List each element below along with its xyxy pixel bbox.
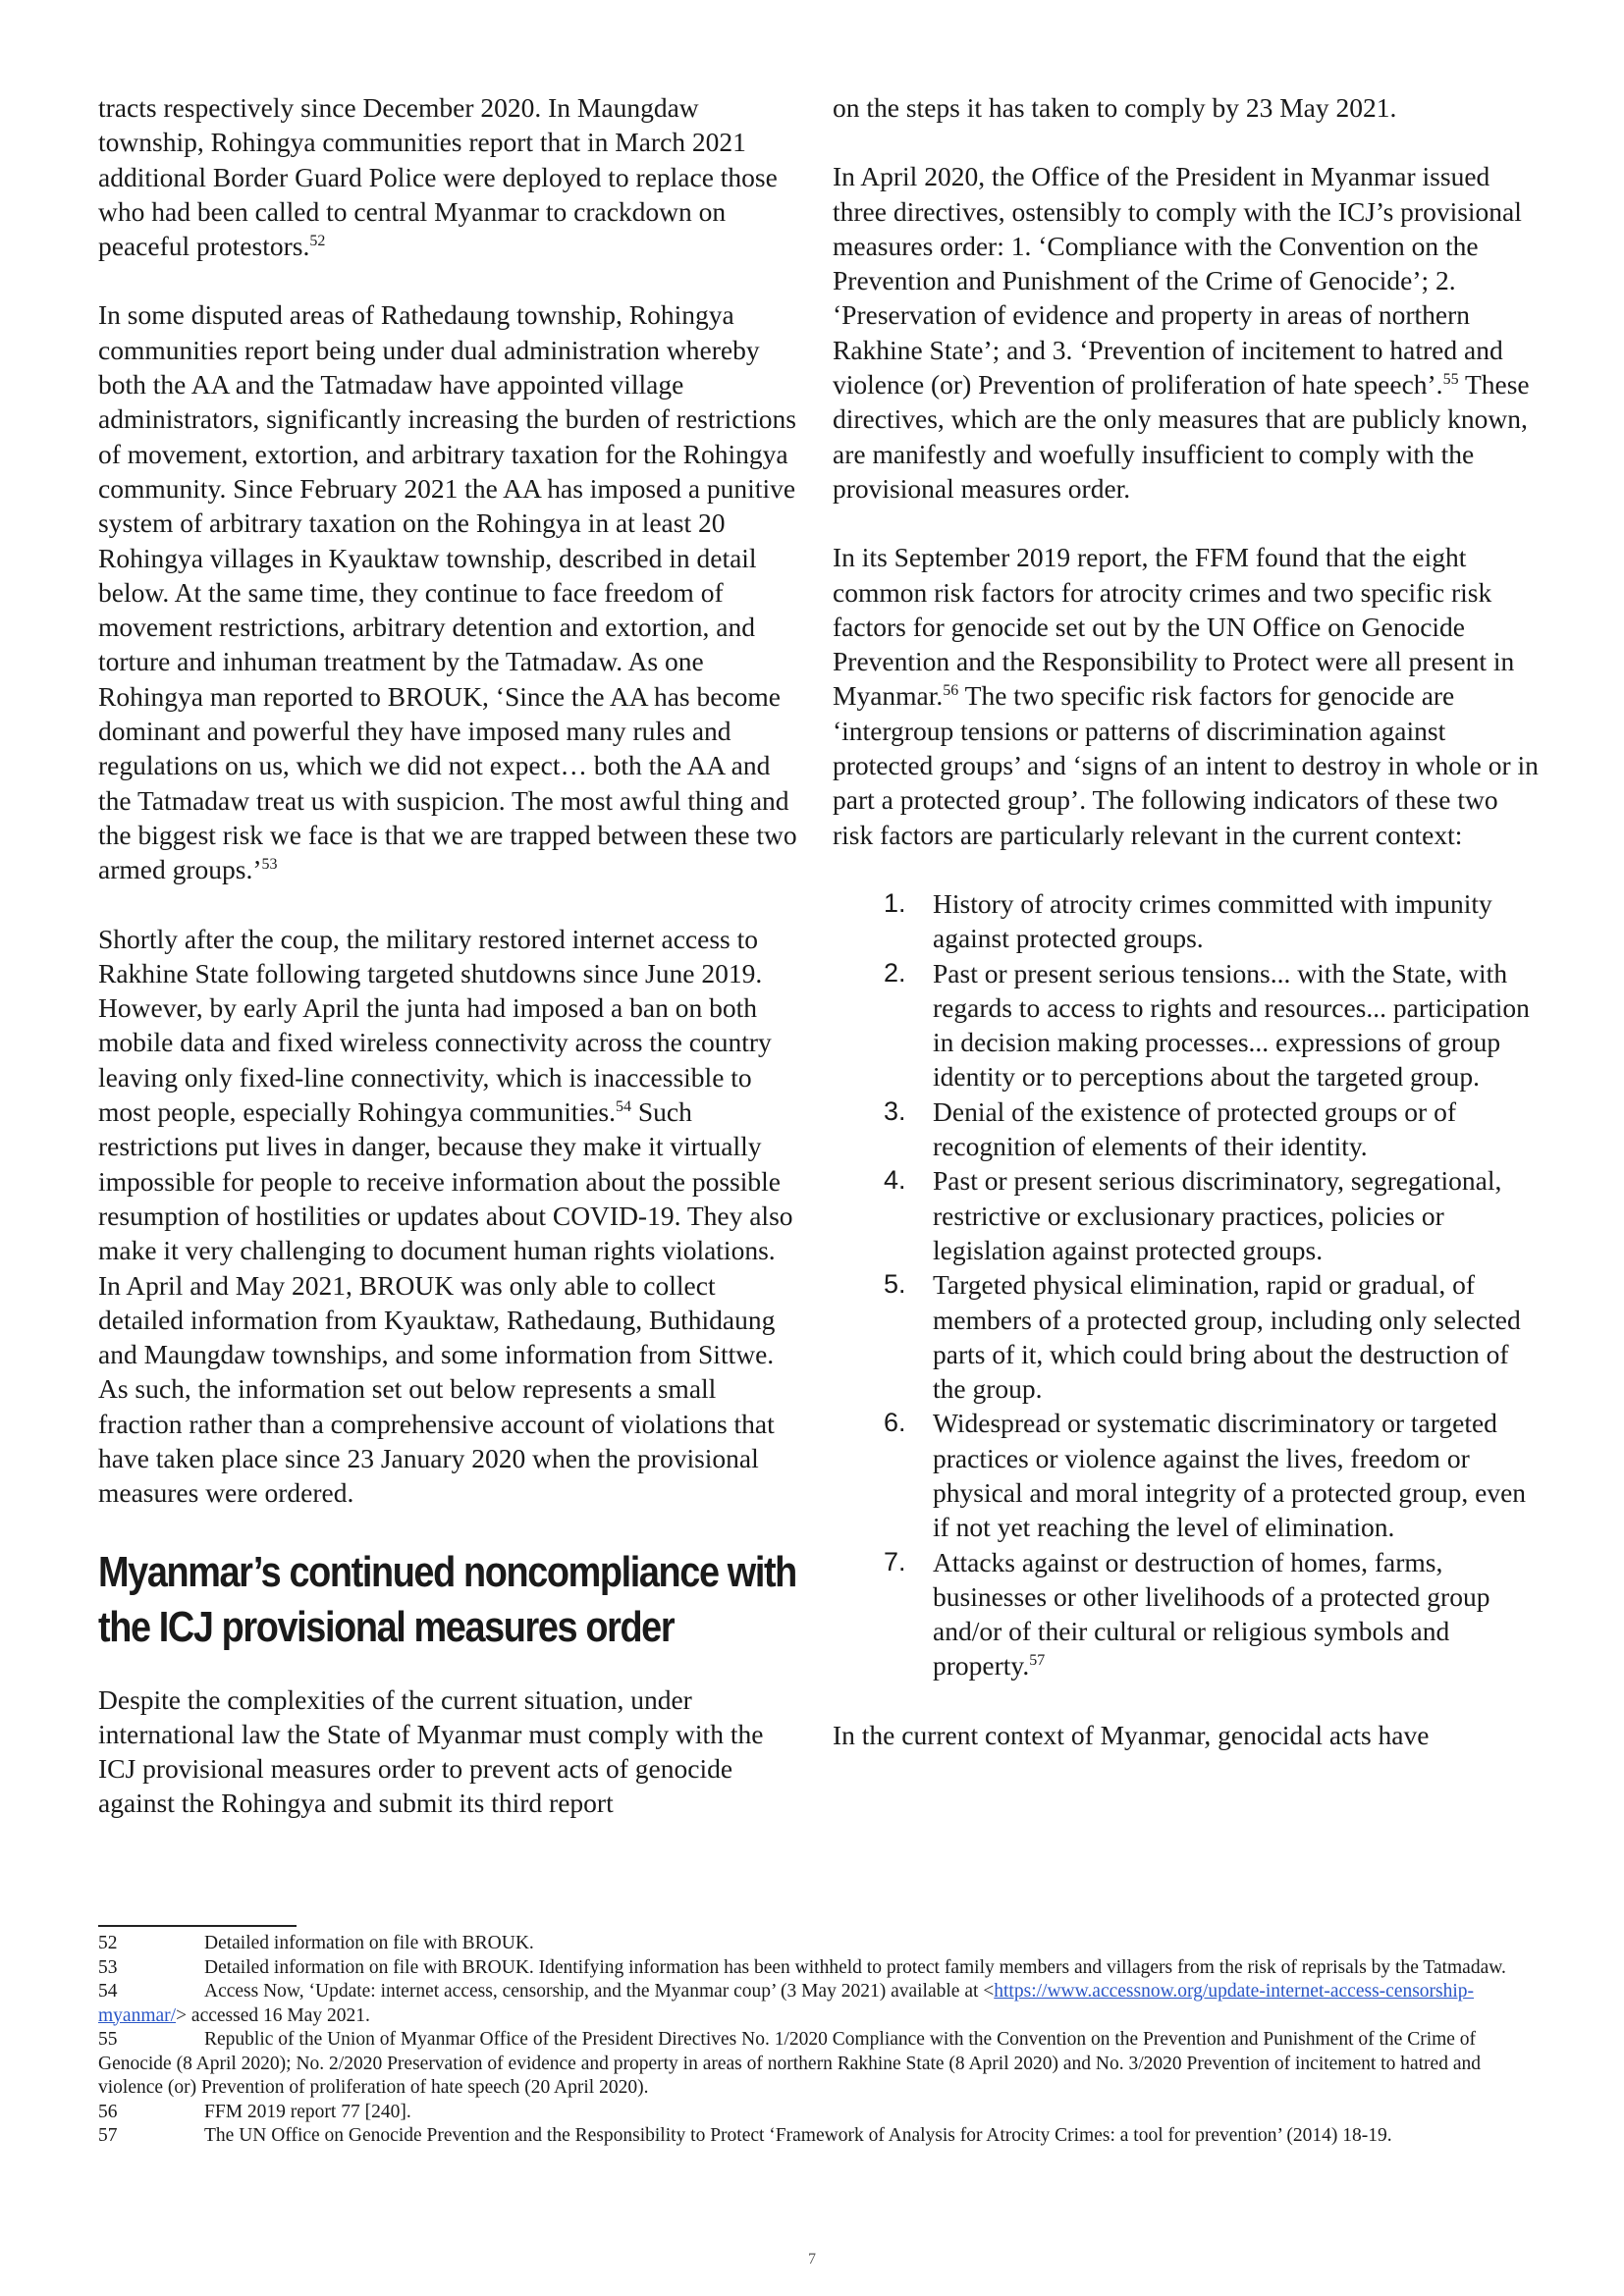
footnote-number: 54 <box>98 1981 118 2002</box>
list-item: History of atrocity crimes committed with impunity against protected groups. <box>933 887 1492 954</box>
paragraph: In some disputed areas of Rathedaung township, Rohingya communities report being under dual administration whereby both the AA and the Tatmadaw have appointed village administrators, significantly increasing the burden of restrictions of movement, extortion, and arbitrary taxation for the Rohingya community. Since February 2021 the AA has imposed a punitive system of arbitrary taxation on the Rohingya in at least 20 Rohingya villages in Kyauktaw township, described in detail below. At the same time, they continue to face freedom of movement restrictions, arbitrary detention and extortion, and torture and inhuman treatment by the Tatmadaw. As one Rohingya man reported to BROUK, ‘Since the AA has become dominant and powerful they have imposed many rules and regulations on us, which we did not expect… both the AA and the Tatmadaw treat us with suspicion. The most awful thing and the biggest risk we face is that we are trapped between these two armed groups.’$^{53}$ <box>98 299 797 885</box>
footnote-ref-56[interactable]: 56 <box>943 682 959 700</box>
right-column <box>833 90 1542 1787</box>
left-column <box>98 90 803 1855</box>
footnote-link[interactable]: https://www.accessnow.org/update-internet-access-censorship-myanmar/ <box>98 1981 1475 2026</box>
footnote-52 <box>98 1932 1536 1956</box>
footnote-number: 56 <box>98 2101 118 2122</box>
list-item: Denial of the existence of protected groups or of recognition of elements of their identity. <box>933 1095 1457 1162</box>
footnote-divider <box>98 1925 297 1927</box>
footnote-55 <box>98 2028 1536 2101</box>
footnote-ref-54[interactable]: 54 <box>616 1097 631 1115</box>
footnote-text: Republic of the Union of Myanmar Office of the President Directives No. 1/2020 Compliance with the Convention on the Prevention and Punishment of the Crime of Genocide (8 April 2020); No. 2/2020 Preservation of evidence and property in areas of northern Rakhine State (8 April 2020) and No. 3/2020 Prevention of incitement to hatred and violence (or) Prevention of proliferation of hate speech (20 April 2020). <box>98 2029 1481 2098</box>
list-item: Targeted physical elimination, rapid or gradual, of members of a protected group, including only selected parts of it, which could bring about the destruction of the group. <box>933 1269 1521 1405</box>
list-item: Past or present serious discriminatory, segregational, restrictive or exclusionary practices, policies or legislation against protected groups. <box>933 1165 1502 1265</box>
footnote-text: Access Now, ‘Update: internet access, censorship, and the Myanmar coup’ (3 May 2021) available at < <box>204 1981 995 2002</box>
footnote-ref-55[interactable]: 55 <box>1442 370 1459 388</box>
paragraph: In April 2020, the Office of the President in Myanmar issued three directives, ostensibly to comply with the ICJ’s provisional measures order: 1. ‘Compliance with the Convention on the Prevention and Punishment of the Crime of Genocide’; 2. ‘Preservation of evidence and property in areas of northern Rakhine State’; and 3. ‘Prevention of incitement to hatred and violence (or) Prevention of proliferation of hate speech’.$^{55}$ These directives, which are the only measures that are publicly known, are manifestly and woefully insufficient to comply with the provisional measures order. <box>833 161 1530 504</box>
footnote-text: Detailed information on file with BROUK. <box>204 1933 534 1953</box>
footnote-54: 54 Access Now, ‘Update: internet access, censorship, and the Myanmar coup’ (3 May 2021) available at <https://www.accessnow.org/update-internet-access-censorship-myanmar/> accessed 16 May 2021. <box>98 1981 1475 2026</box>
footnote-number: 52 <box>98 1933 118 1953</box>
section-heading: Myanmar’s continued noncompliance with the ICJ provisional measures order <box>98 1547 796 1651</box>
footnotes <box>98 1932 1536 2149</box>
footnote-ref-53[interactable]: 53 <box>261 856 278 874</box>
footnote-text: The UN Office on Genocide Prevention and the Responsibility to Protect ‘Framework of Analysis for Atrocity Crimes: a tool for prevention’ (2014) 18-19. <box>204 2125 1392 2146</box>
page-number: 7 <box>808 2251 816 2268</box>
list-item: Attacks against or destruction of homes, farms, businesses or other livelihoods of a protected group and/or of their cultural or religious symbols and property.$^{57}$ <box>933 1546 1490 1682</box>
footnote-53 <box>98 1956 1536 1981</box>
footnote-56 <box>98 2101 1536 2125</box>
paragraph: Despite the complexities of the current situation, under international law the State of Myanmar must comply with the ICJ provisional measures order to prevent acts of genocide against the Rohingya and submit its third report <box>98 1683 764 1819</box>
list-item: Past or present serious tensions... with the State, with regards to access to rights and resources... participation in decision making processes... expressions of group identity or to perceptions about the targeted group. <box>933 957 1530 1093</box>
paragraph: In the current context of Myanmar, genocidal acts have <box>833 1719 1430 1750</box>
footnote-number: 57 <box>98 2125 118 2146</box>
risk-indicator-list <box>833 886 1542 1683</box>
paragraph: In its September 2019 report, the FFM found that the eight common risk factors for atrocity crimes and two specific risk factors for genocide set out by the UN Office on Genocide Prevention and the Responsibility to Protect were all present in Myanmar.$^{56}$ The two specific risk factors for genocide are ‘intergroup tensions or patterns of discrimination against protected groups’ and ‘signs of an intent to destroy in whole or in part a protected group’. The following indicators of these two risk factors are particularly relevant in the current context: <box>833 542 1539 850</box>
paragraph: on the steps it has taken to comply by 23 May 2021. <box>833 92 1397 123</box>
paragraph: tracts respectively since December 2020. In Maungdaw township, Rohingya communities report that in March 2021 additional Border Guard Police were deployed to replace those who had been called to central Myanmar to crackdown on peaceful protestors.$^{52}$ <box>98 92 778 262</box>
footnote-ref-52[interactable]: 52 <box>309 233 326 250</box>
footnote-number: 55 <box>98 2029 118 2050</box>
footnote-57 <box>98 2124 1536 2149</box>
footnote-text: FFM 2019 report 77 [240]. <box>204 2101 411 2122</box>
footnote-ref-57[interactable]: 57 <box>1029 1652 1046 1670</box>
footnote-text: Detailed information on file with BROUK. Identifying information has been withheld to protect family members and villagers from the risk of reprisals by the Tatmadaw. <box>204 1956 1506 1978</box>
list-item: Widespread or systematic discriminatory or targeted practices or violence against the lives, freedom or physical and moral integrity of a protected group, even if not yet reaching the level of elimination. <box>933 1408 1527 1543</box>
footnote-number: 53 <box>98 1956 118 1978</box>
paragraph: Shortly after the coup, the military restored internet access to Rakhine State following targeted shutdowns since June 2019. However, by early April the junta had imposed a ban on both mobile data and fixed wireless connectivity across the country leaving only fixed-line connectivity, which is inaccessible to most people, especially Rohingya communities.$^{54}$ Such restrictions put lives in danger, because they make it virtually impossible for people to receive information about the possible resumption of hostilities or updates about COVID-19. They also make it very challenging to document human rights violations. In April and May 2021, BROUK was only able to collect detailed information from Kyauktaw, Rathedaung, Buthidaung and Maungdaw townships, and some information from Sittwe. As such, the information set out below represents a small fraction rather than a comprehensive account of violations that have taken place since 23 January 2020 when the provisional measures were ordered. <box>98 923 793 1509</box>
